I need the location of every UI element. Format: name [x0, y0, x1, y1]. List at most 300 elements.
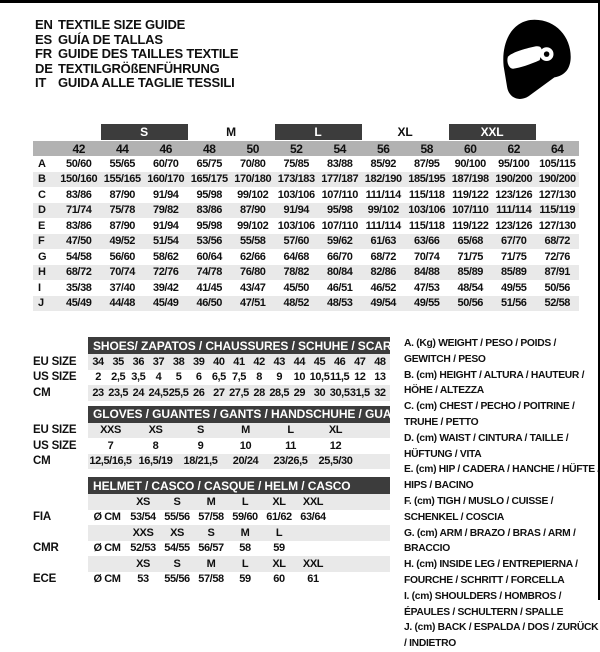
size-value: 27,5: [229, 386, 249, 399]
row-label-spacer: [33, 556, 88, 572]
size-value: 71/74: [65, 204, 92, 217]
table-row: [33, 172, 579, 188]
language-row: [35, 76, 238, 91]
table-row: [33, 454, 390, 470]
size-value: 11: [285, 439, 296, 452]
size-value: 127/130: [538, 188, 576, 201]
size-value: 10: [239, 439, 252, 452]
size-value: 95/98: [326, 204, 353, 217]
legend-item: C. (cm) CHEST / PECHO / POITRINE / TRUHE / PETTO: [404, 401, 575, 428]
size-value: 79/82: [152, 204, 179, 217]
size-value: 119/122: [452, 219, 489, 232]
size-value: XS: [148, 424, 163, 437]
size-value: 24,5: [148, 386, 169, 399]
guide-title: GUÍA DE TALLAS: [58, 31, 163, 47]
size-value: 87/90: [109, 219, 136, 232]
size-value: 83/86: [65, 219, 92, 232]
table-row: [33, 423, 390, 439]
row-label: J: [38, 297, 44, 310]
size-value: 59: [239, 573, 251, 586]
size-value: 91/94: [152, 188, 179, 201]
size-value: 37/40: [109, 281, 136, 294]
size-value: 16,5/19: [138, 455, 173, 468]
racing-helmet-icon: [489, 14, 575, 108]
size-value: 56/60: [109, 250, 136, 263]
size-value: 95/98: [196, 219, 223, 232]
size-value: 49/54: [370, 297, 397, 310]
size-value: 115/118: [408, 188, 445, 201]
table-row: [33, 296, 579, 312]
size-value: 68/72: [65, 266, 92, 279]
size-value: 41: [233, 355, 245, 368]
size-value: 23: [92, 386, 104, 399]
size-value: 170/180: [234, 173, 272, 186]
table-row: [33, 156, 579, 172]
helmet-size-label: S: [173, 557, 181, 570]
helmet-size-label: XL: [272, 495, 286, 508]
helmet-size-label: L: [241, 557, 249, 570]
size-value: 57/58: [198, 511, 224, 524]
size-value: 107/110: [321, 219, 358, 232]
size-value: 35: [112, 355, 124, 368]
size-value: 25,5/30: [318, 455, 353, 468]
guide-title: GUIDA ALLE TAGLIE TESSILI: [58, 75, 235, 91]
legend-item: D. (cm) WAIST / CINTURA / TAILLE / HÜFTUNG / VITA: [404, 432, 569, 460]
diameter-unit-label: Ø CM: [93, 573, 121, 586]
size-value: 185/195: [408, 173, 446, 186]
size-value: 87/90: [109, 188, 136, 201]
numeric-size: 50: [246, 141, 260, 156]
helmet-sizes-row: [33, 525, 390, 541]
legend-item: A. (Kg) WEIGHT / PESO / POIDS / GEWITCH / PESO: [404, 338, 557, 365]
size-value: 84/88: [413, 266, 440, 279]
language-row: [35, 18, 238, 33]
row-values: [88, 454, 390, 470]
numeric-size: 48: [202, 141, 216, 156]
row-label: EU SIZE: [33, 424, 77, 437]
size-value: 111/114: [365, 188, 401, 201]
table-row: [33, 280, 579, 296]
legend-item: H. (cm) INSIDE LEG / ENTREPIERNA / FOURCHE / SCHRITT / FORCELLA: [404, 559, 578, 586]
size-value: 55/65: [109, 157, 136, 170]
size-value: 95/100: [498, 157, 530, 170]
language-code: FR: [35, 46, 52, 62]
row-label: EU SIZE: [33, 355, 77, 368]
helmet-size-label: XS: [170, 526, 184, 539]
helmet-size-label: S: [173, 495, 181, 508]
size-value: 103/106: [277, 188, 315, 201]
size-value: 5: [175, 371, 182, 384]
size-value: 59: [273, 542, 285, 555]
language-code: DE: [35, 60, 53, 76]
size-value: 99/102: [237, 219, 269, 232]
legend-item: E. (cm) HIP / CADERA / HANCHE / HÜFTE / HIPS / BACINO: [404, 464, 600, 492]
language-code: IT: [35, 75, 47, 91]
language-row: [35, 33, 238, 48]
size-group-label: M: [226, 125, 236, 139]
size-value: 127/130: [538, 219, 576, 232]
size-value: 13: [374, 371, 386, 384]
size-value: 46: [333, 355, 346, 368]
size-value: 123/126: [495, 219, 533, 232]
size-value: 45: [313, 355, 326, 368]
row-values: [88, 494, 390, 510]
row-label: E: [38, 219, 46, 232]
size-value: 66/70: [326, 250, 353, 263]
size-value: 45/49: [65, 297, 92, 310]
size-value: 80/84: [326, 266, 353, 279]
shoes-table-body: [33, 354, 390, 401]
legend-item: I. (cm) SHOULDERS / HOMBROS / ÉPAULES / SCHULTERN / SPALLE: [404, 590, 564, 618]
row-label: D: [38, 204, 46, 217]
size-value: 68/72: [370, 250, 397, 263]
legend-item: J. (cm) BACK / ESPALDA / DOS / ZURÜCK / INDIETRO: [404, 622, 599, 650]
size-value: 60: [273, 573, 285, 586]
size-value: 60/70: [152, 157, 179, 170]
size-value: 2: [95, 371, 101, 384]
helmet-size-label: L: [241, 495, 249, 508]
size-value: 8: [256, 371, 262, 384]
size-value: M: [241, 424, 250, 437]
row-label: US SIZE: [33, 371, 77, 384]
textile-table-body: [33, 156, 579, 311]
size-value: 47: [354, 355, 366, 368]
size-value: 87/90: [239, 204, 266, 217]
size-value: 27: [213, 386, 225, 399]
row-label: F: [38, 235, 45, 248]
size-value: 107/110: [321, 188, 358, 201]
size-value: 72/76: [544, 250, 571, 263]
size-value: 165/175: [190, 173, 228, 186]
size-value: 182/190: [364, 173, 402, 186]
size-value: 45/49: [152, 297, 179, 310]
size-value: 91/94: [152, 219, 179, 232]
size-value: 23/26,5: [273, 455, 308, 468]
size-value: 52/53: [130, 542, 156, 555]
size-value: XL: [328, 424, 343, 437]
size-value: 47/51: [239, 297, 266, 310]
size-value: 2,5: [111, 371, 126, 384]
size-value: 46/50: [196, 297, 223, 310]
language-code: ES: [35, 31, 52, 47]
helmet-size-label: XXL: [302, 557, 324, 570]
helmet-table-header: HELMET / CASCO / CASQUE / HELM / CASCO: [88, 477, 390, 494]
size-value: 190/200: [495, 173, 533, 186]
size-value: 55/58: [239, 235, 266, 248]
row-label: A: [38, 157, 46, 170]
size-value: 59/60: [232, 511, 258, 524]
row-label: H: [38, 266, 46, 279]
size-value: 187/198: [451, 173, 489, 186]
size-value: 67/70: [500, 235, 527, 248]
size-value: 11,5: [330, 371, 350, 384]
size-value: 87/95: [413, 157, 440, 170]
size-value: 51/54: [152, 235, 179, 248]
helmet-size-label: M: [206, 495, 216, 508]
helmet-table-body: [33, 494, 390, 587]
size-value: 57/58: [198, 573, 224, 586]
size-value: 53: [137, 573, 149, 586]
size-value: 8: [152, 439, 159, 452]
size-value: 177/187: [321, 173, 359, 186]
lower-tables: [33, 337, 411, 587]
size-value: 190/200: [538, 173, 576, 186]
size-value: 40: [213, 355, 225, 368]
size-value: 105/115: [539, 157, 576, 170]
row-values: [88, 572, 390, 588]
size-value: 50/60: [65, 157, 92, 170]
size-value: XXS: [100, 424, 121, 437]
size-value: 63/66: [413, 235, 440, 248]
row-values: [88, 385, 390, 401]
numeric-size: 56: [376, 141, 390, 156]
size-value: 150/160: [60, 173, 98, 186]
row-label-spacer: [33, 141, 57, 156]
legend-item: F. (cm) TIGH / MUSLO / CUISSE / SCHENKEL / COSCIA: [404, 495, 554, 523]
size-value: 41/45: [196, 281, 223, 294]
size-value: 61/63: [370, 235, 397, 248]
row-label-spacer: [33, 494, 88, 510]
size-value: 85/92: [370, 157, 397, 170]
size-value: 90/100: [454, 157, 486, 170]
size-value: 65/68: [457, 235, 484, 248]
size-value: 47/53: [413, 281, 440, 294]
table-row: [33, 249, 579, 265]
size-value: 32: [374, 386, 386, 399]
size-value: 7: [107, 439, 114, 452]
size-value: 45/50: [283, 281, 310, 294]
size-value: 10,5: [309, 371, 330, 384]
size-value: 48: [374, 355, 386, 368]
size-value: 111/114: [496, 204, 532, 217]
language-title-list: [35, 18, 238, 91]
size-value: S: [197, 424, 204, 437]
row-label: CM: [33, 386, 51, 399]
size-value: 83/88: [326, 157, 353, 170]
size-value: 6,5: [211, 371, 226, 384]
size-value: 55/56: [164, 511, 190, 524]
language-row: [35, 62, 238, 77]
table-row: [33, 218, 579, 234]
size-value: 74/78: [196, 266, 223, 279]
size-group-label: L: [275, 124, 362, 140]
size-value: 7,5: [231, 371, 247, 384]
row-values: [88, 525, 390, 541]
helmet-size-label: L: [275, 526, 283, 539]
size-value: 24: [132, 386, 145, 399]
row-label-spacer: [33, 525, 88, 541]
size-value: 26: [193, 386, 205, 399]
size-value: 78/82: [283, 266, 310, 279]
size-value: 71/75: [457, 250, 484, 263]
size-value: 75/85: [283, 157, 310, 170]
helmet-values-row: [33, 572, 390, 588]
size-value: 95/98: [196, 188, 223, 201]
textile-size-table: [33, 124, 579, 311]
row-values: [88, 354, 390, 370]
table-row: [33, 370, 390, 386]
size-value: 25,5: [168, 386, 189, 399]
legend-item: B. (cm) HEIGHT / ALTURA / HAUTEUR / HÖHE / ALTEZZA: [404, 369, 585, 397]
size-value: 50/56: [457, 297, 484, 310]
table-row: [33, 385, 390, 401]
size-value: 31,5: [349, 386, 370, 399]
helmet-size-label: XXL: [302, 495, 324, 508]
table-row: [33, 438, 390, 454]
size-group-label: XXL: [449, 124, 536, 140]
size-value: 30: [313, 386, 326, 399]
size-value: 71/75: [500, 250, 527, 263]
numeric-size: 60: [463, 141, 477, 156]
row-label: C: [38, 188, 46, 201]
row-label: CM: [33, 455, 51, 468]
numeric-size: 42: [72, 141, 86, 156]
size-value: 160/170: [147, 173, 185, 186]
size-value: 63/64: [300, 511, 326, 524]
size-value: 58: [239, 542, 251, 555]
size-value: 53/54: [130, 511, 156, 524]
diameter-unit-label: Ø CM: [93, 511, 121, 524]
row-label: US SIZE: [33, 439, 77, 452]
table-row: [33, 187, 579, 203]
size-value: 103/106: [277, 219, 315, 232]
row-values: [88, 510, 390, 526]
table-row: [33, 234, 579, 250]
row-values: [88, 370, 390, 386]
helmet-sizes-row: [33, 494, 390, 510]
size-value: 115/119: [539, 204, 576, 217]
numeric-size: 44: [115, 141, 129, 156]
size-value: 60/64: [196, 250, 223, 263]
standard-label: FIA: [33, 511, 51, 524]
table-row: [33, 203, 579, 219]
size-value: 103/106: [408, 204, 446, 217]
size-value: 3,5: [131, 371, 146, 384]
numeric-size: 52: [289, 141, 303, 156]
numeric-size: 54: [333, 141, 347, 156]
diameter-unit-label: Ø CM: [93, 542, 121, 555]
size-value: 72/76: [152, 266, 179, 279]
size-value: 20/24: [232, 455, 259, 468]
size-value: 64/68: [283, 250, 310, 263]
size-value: 38: [172, 355, 185, 368]
row-values: [88, 438, 390, 454]
row-values: [88, 541, 390, 557]
standard-label: ECE: [33, 573, 57, 586]
size-value: 39/42: [152, 281, 179, 294]
size-value: 47/50: [65, 235, 92, 248]
size-value: 28,5: [269, 386, 290, 399]
measurement-legend: [404, 336, 600, 652]
guide-title: TEXTILE SIZE GUIDE: [58, 17, 186, 32]
size-value: 48/52: [283, 297, 310, 310]
language-row: [35, 47, 238, 62]
size-value: 30,5: [329, 386, 350, 399]
size-value: 9: [197, 439, 204, 452]
size-value: 44: [293, 355, 306, 368]
size-value: 43/47: [239, 281, 266, 294]
size-value: 36: [132, 355, 145, 368]
size-value: 70/74: [413, 250, 440, 263]
numeric-size: 64: [550, 141, 564, 156]
size-value: 62/66: [239, 250, 266, 263]
size-value: 35/38: [65, 281, 92, 294]
size-value: 49/55: [413, 297, 440, 310]
size-value: 55/56: [164, 573, 190, 586]
size-value: 48/53: [326, 297, 353, 310]
size-value: 43: [273, 355, 285, 368]
size-value: 111/114: [365, 219, 401, 232]
size-value: 107/110: [452, 204, 489, 217]
size-value: 75/78: [109, 204, 136, 217]
numeric-size-row: [33, 141, 579, 156]
size-value: 65/75: [196, 157, 223, 170]
size-value: 123/126: [495, 188, 533, 201]
size-value: 85/89: [500, 266, 527, 279]
helmet-sizes-row: [33, 556, 390, 572]
size-value: 99/102: [367, 204, 399, 217]
numeric-size: 62: [507, 141, 521, 156]
row-values: [88, 423, 390, 439]
language-code: EN: [35, 17, 53, 32]
helmet-size-label: XS: [136, 557, 150, 570]
size-value: 29: [293, 386, 306, 399]
size-value: 42: [253, 355, 265, 368]
legend-item: G. (cm) ARM / BRAZO / BRAS / ARM / BRACCIO: [404, 527, 576, 555]
size-value: 61/62: [266, 511, 292, 524]
row-values: [88, 556, 390, 572]
size-value: 9: [276, 371, 283, 384]
size-value: 18/21,5: [183, 455, 218, 468]
size-value: 115/118: [408, 219, 445, 232]
helmet-size-label: XXS: [132, 526, 154, 539]
size-group-row: [33, 124, 579, 140]
size-value: 70/80: [239, 157, 266, 170]
size-value: 10: [293, 371, 306, 384]
size-value: 49/55: [500, 281, 527, 294]
size-value: 48/54: [457, 281, 484, 294]
helmet-size-label: XL: [272, 557, 286, 570]
size-value: 28: [253, 386, 265, 399]
gloves-table-body: [33, 423, 390, 470]
size-value: 56/57: [198, 542, 224, 555]
size-value: 99/102: [237, 188, 269, 201]
size-value: 53/56: [196, 235, 223, 248]
helmet-values-row: [33, 510, 390, 526]
size-group-label: XL: [397, 125, 413, 139]
helmet-size-label: XS: [136, 495, 150, 508]
helmet-size-label: M: [206, 557, 216, 570]
gloves-table-header: GLOVES / GUANTES / GANTS / HANDSCHUHE / GUANTI: [88, 406, 390, 423]
size-value: 12,5/16,5: [89, 455, 132, 468]
size-value: L: [287, 424, 294, 437]
size-value: 68/72: [544, 235, 571, 248]
size-value: 12: [354, 371, 366, 384]
table-row: [33, 265, 579, 281]
size-value: 119/122: [452, 188, 489, 201]
spacer: [33, 469, 390, 477]
size-value: 83/86: [196, 204, 223, 217]
size-value: 76/80: [239, 266, 266, 279]
helmet-size-label: S: [207, 526, 215, 539]
size-value: 83/86: [65, 188, 92, 201]
size-value: 61: [307, 573, 319, 586]
size-value: 59/62: [326, 235, 353, 248]
size-value: 34: [92, 355, 104, 368]
size-value: 50/56: [544, 281, 571, 294]
size-value: 82/86: [370, 266, 397, 279]
size-value: 54/58: [65, 250, 92, 263]
